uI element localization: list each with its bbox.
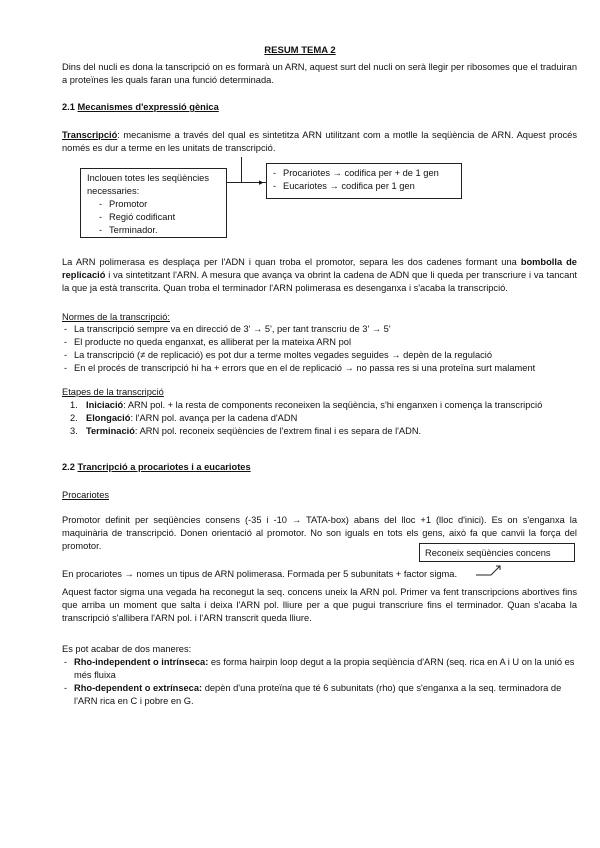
item-text: es forma hairpin loop degut a la propia seqüència d'ARN (seq. rica en A i U on la unió es més fluixa (74, 657, 575, 680)
reconeix-box: Reconeix seqüències concens (419, 543, 575, 562)
list-item: - Promotor (97, 198, 220, 211)
list-item: - La transcripció (≠ de replicació) es pot dur a terme moltes vegades seguides → depèn de la regulació (62, 349, 582, 362)
transcripcio-term: Transcripció (62, 130, 118, 140)
promotor-paragraph: Promotor definit per seqüències consens (-35 i -10 → TATA-box) abans del lloc +1 (lloc d'inici). Es on s'enganxa la maquinària de transcripció. Donen orientació al promotor. No son iguals en tots els gens, això fa que canvii la força del promotor. (62, 515, 577, 551)
gene-coding-box (266, 163, 462, 199)
item-term: Rho-dependent o extrínseca: (74, 683, 203, 693)
polimerasa-paragraph (62, 256, 577, 295)
box-heading: Inclouen totes les seqüències necessaries: (87, 173, 209, 196)
list-item (70, 399, 580, 412)
pointer-arrow-icon (474, 562, 504, 578)
section-title: Trancripció a procariotes i a eucariotes (77, 462, 251, 472)
connector-vertical (241, 157, 242, 182)
coding-list (271, 167, 457, 193)
item-number: 2. (70, 413, 78, 423)
list-item: - Procariotes → codifica per + de 1 gen (271, 167, 457, 180)
normes-heading: Normes de la transcripció: (62, 312, 170, 322)
polimerasa-text-a: La ARN polimerasa es desplaça per l'ADN i quan troba el promotor, separa les dos cadenes formant una (62, 257, 521, 267)
section-2-2-heading (62, 461, 251, 474)
acabar-list (62, 656, 582, 708)
item-number: 3. (70, 426, 78, 436)
list-item: - El producte no queda enganxat, es alliberat per la mateixa ARN pol (62, 336, 582, 349)
transcripcio-paragraph (62, 129, 577, 155)
item-text: : l'ARN pol. avança per la cadena d'ADN (130, 413, 298, 423)
item-term: Terminació (86, 426, 135, 436)
list-item (70, 425, 580, 438)
procariotes-line: En procariotes → nomes un tipus de ARN polimerasa. Formada per 5 subunitats + factor sigma. (62, 569, 458, 579)
transcripcio-text: : mecanisme a través del qual es sintetitza ARN utilitzant com a motlle la seqüència de ARN. Aquest procés només es dur a terme en les unitats de transcripció. (62, 130, 577, 153)
list-item (62, 656, 582, 682)
bombolla-term: bombolla de replicació (62, 257, 577, 280)
item-term: Rho-independent o intrínseca: (74, 657, 209, 667)
item-text: : ARN pol. reconeix seqüències de l'extrem final i es separa de l'ADN. (134, 426, 422, 436)
list-item: - La transcripció sempre va en direcció de 3' → 5', per tant transcriu de 3' → 5' (62, 323, 582, 336)
item-text: depèn d'una proteïna que té 6 subunitats (rho) que s'enganxa a la seq. terminadora de l'ARN rica en C i pobre en G. (74, 683, 562, 706)
section-title: Mecanismes d'expressió gènica (77, 102, 219, 112)
list-item (62, 682, 582, 708)
intro-paragraph: Dins del nucli es dona la tanscripció on es formarà un ARN, aquest surt del nucli on serà llegir per ribosomes que el traduiran a proteïnes les quals faran una funció determinada. (62, 62, 577, 85)
normes-list (62, 323, 582, 375)
procariotes-heading: Procariotes (62, 490, 110, 500)
item-number: 1. (70, 400, 78, 410)
etapes-list (70, 399, 580, 438)
list-item: - Eucariotes → codifica per 1 gen (271, 180, 457, 193)
page-title: RESUM TEMA 2 (264, 45, 336, 56)
necessary-sequences-box (80, 168, 227, 238)
section-number: 2.2 (62, 462, 75, 472)
list-item: - En el procés de transcripció hi ha + errors que en el de replicació → no passa res si una proteïna surt malament (62, 362, 582, 375)
arrow-right-icon: ▸ (259, 177, 264, 187)
list-item (70, 412, 580, 425)
item-term: Iniciació (86, 400, 124, 410)
section-number: 2.1 (62, 102, 75, 112)
factor-sigma-paragraph: Aquest factor sigma una vegada ha reconegut la seq. concens uneix la ARN pol. Primer va fent transcripcions abortives fins que arriba un moment que salta i deixa l'ARN pol. lliure per a que pugui transcriure fins el terminador. Quan s'acaba la transcripció s'allibera l'ARN pol. i l'ARN transcrit queda lliure. (62, 587, 577, 623)
polimerasa-text-b: i va sintetitzant l'ARN. A mesura que avança va obrint la cadena de ADN que li queda per transcriure i va tancant la que ja està transcrita. Quan troba el terminador l'ARN polimerasa es desenganxa i s'acaba la transcripció. (62, 270, 577, 293)
etapes-heading: Etapes de la transcripció (62, 387, 164, 397)
sequences-list (97, 198, 220, 237)
item-text: : ARN pol. + la resta de components reconeixen la seqüència, s'hi enganxen i comença la transcripció (123, 400, 543, 410)
acabar-heading: Es pot acabar de dos maneres: (62, 644, 192, 654)
list-item: - Regió codificant (97, 211, 220, 224)
item-term: Elongació (86, 413, 131, 423)
section-2-1-heading (62, 101, 219, 114)
list-item: - Terminador. (97, 224, 220, 237)
